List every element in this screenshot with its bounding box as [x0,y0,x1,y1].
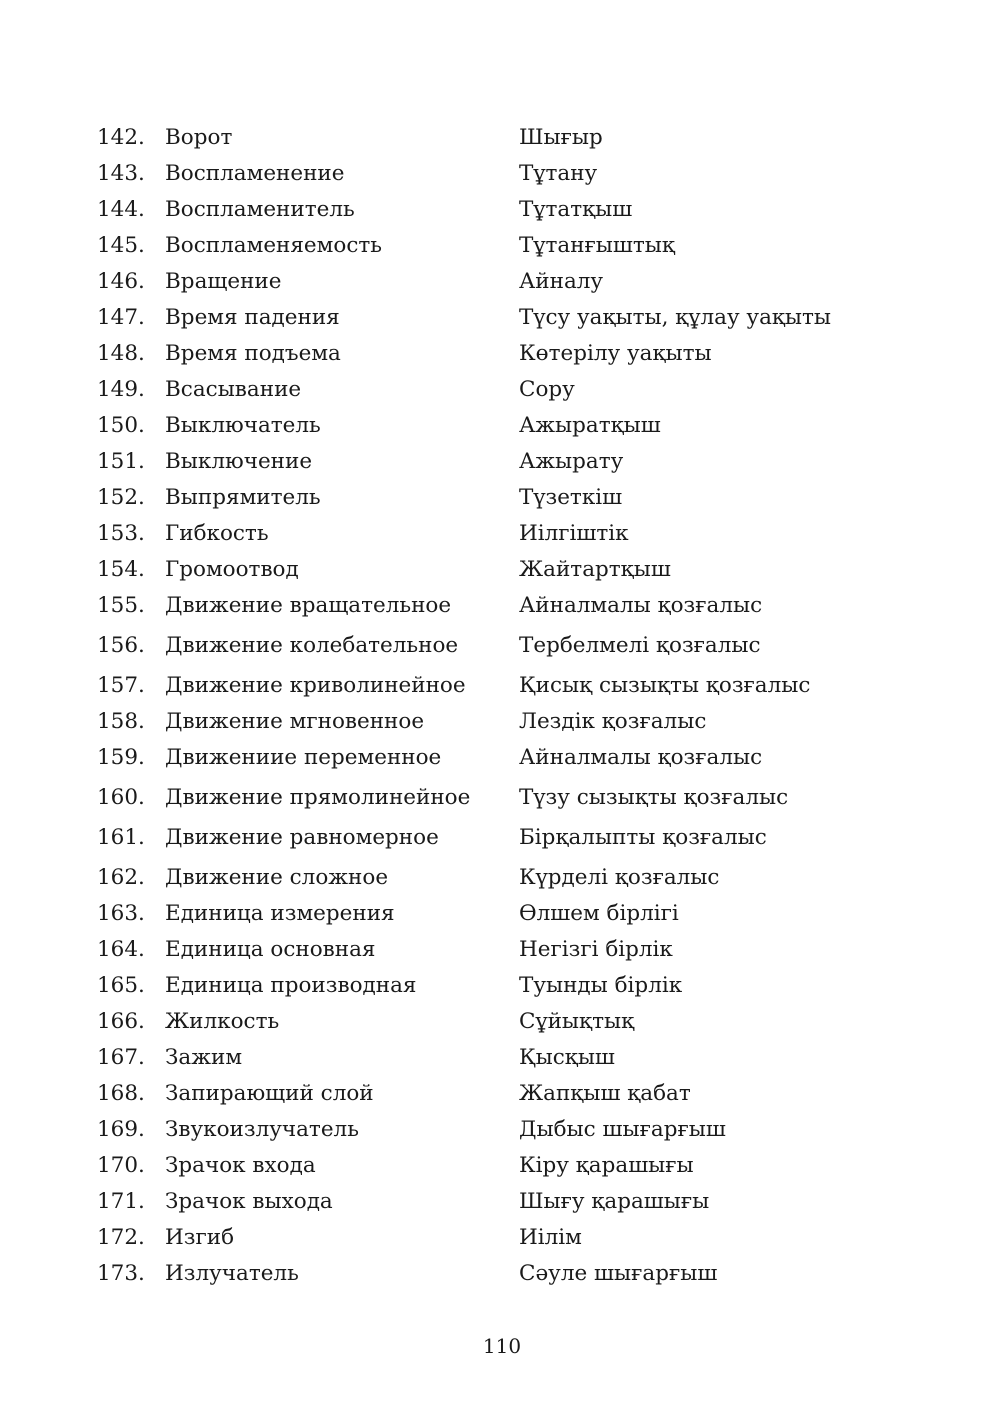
kazakh-term: Иілім [519,1225,582,1250]
kazakh-term: Қисық сызықты қозғалыс [519,673,811,698]
russian-term: Жилкость [165,1009,280,1034]
kazakh-term: Айналмалы қозғалыс [519,593,763,618]
glossary-entry [0,120,1004,156]
glossary-entry [0,820,1004,860]
glossary-entry [0,668,1004,704]
russian-term: Движение равномерное [165,825,439,850]
russian-term: Движение вращательное [165,593,452,618]
russian-term: Движение прямолинейное [165,785,471,810]
glossary-entry [0,1184,1004,1220]
russian-term: Единица основная [165,937,376,962]
kazakh-term: Айналу [519,269,604,294]
kazakh-term: Негізгі бірлік [519,937,673,962]
entry-number: 169. [97,1117,145,1142]
glossary-entry [0,1148,1004,1184]
kazakh-term: Күрделі қозғалыс [519,865,720,890]
kazakh-term: Жапқыш қабат [519,1081,691,1106]
page-number: 110 [482,1334,522,1358]
entry-number: 142. [97,125,145,150]
glossary-entry [0,1040,1004,1076]
glossary-entry [0,480,1004,516]
glossary-entry [0,1076,1004,1112]
entry-number: 154. [97,557,145,582]
russian-term: Запирающий слой [165,1081,374,1106]
kazakh-term: Шығыр [519,125,603,150]
glossary-entry [0,300,1004,336]
russian-term: Движение криволинейное [165,673,466,698]
russian-term: Воспламенение [165,161,345,186]
glossary-entry [0,780,1004,820]
russian-term: Выключатель [165,413,321,438]
entry-number: 148. [97,341,145,366]
russian-term: Изгиб [165,1225,235,1250]
kazakh-term: Ажыратқыш [519,413,661,438]
russian-term: Движение колебательное [165,633,459,658]
entry-number: 153. [97,521,145,546]
kazakh-term: Сұйықтық [519,1009,635,1034]
glossary-entry [0,336,1004,372]
russian-term: Единица измерения [165,901,395,926]
russian-term: Время подъема [165,341,341,366]
glossary-entry [0,372,1004,408]
entry-number: 145. [97,233,145,258]
entry-number: 166. [97,1009,145,1034]
russian-term: Зрачок входа [165,1153,316,1178]
glossary-list [0,120,1004,1292]
glossary-entry [0,896,1004,932]
glossary-entry [0,704,1004,740]
russian-term: Время падения [165,305,340,330]
kazakh-term: Тұтанғыштық [519,233,675,258]
kazakh-term: Ажырату [519,449,624,474]
russian-term: Воспламеняемость [165,233,382,258]
russian-term: Движение мгновенное [165,709,425,734]
entry-number: 152. [97,485,145,510]
kazakh-term: Лездік қозғалыс [519,709,707,734]
entry-number: 171. [97,1189,145,1214]
entry-number: 146. [97,269,145,294]
glossary-entry [0,588,1004,628]
kazakh-term: Түзу сызықты қозғалыс [519,785,789,810]
kazakh-term: Сору [519,377,575,402]
glossary-entry [0,156,1004,192]
entry-number: 150. [97,413,145,438]
entry-number: 164. [97,937,145,962]
kazakh-term: Тұтану [519,161,598,186]
kazakh-term: Айналмалы қозғалыс [519,745,763,770]
kazakh-term: Сәуле шығарғыш [519,1261,718,1286]
russian-term: Ворот [165,125,233,150]
kazakh-term: Өлшем бірлігі [519,901,679,926]
kazakh-term: Тербелмелі қозғалыс [519,633,761,658]
russian-term: Выключение [165,449,313,474]
russian-term: Движение сложное [165,865,389,890]
russian-term: Единица производная [165,973,417,998]
kazakh-term: Шығу қарашығы [519,1189,710,1214]
glossary-entry [0,740,1004,780]
kazakh-term: Түсу уақыты, құлау уақыты [519,305,832,330]
entry-number: 149. [97,377,145,402]
entry-number: 172. [97,1225,145,1250]
kazakh-term: Қысқыш [519,1045,615,1070]
entry-number: 147. [97,305,145,330]
russian-term: Зрачок выхода [165,1189,333,1214]
glossary-entry [0,552,1004,588]
russian-term: Воспламенитель [165,197,355,222]
entry-number: 167. [97,1045,145,1070]
kazakh-term: Туынды бірлік [519,973,683,998]
russian-term: Звукоизлучатель [165,1117,359,1142]
kazakh-term: Түзеткіш [519,485,623,510]
kazakh-term: Көтерілу уақыты [519,341,712,366]
glossary-entry [0,1220,1004,1256]
kazakh-term: Иілгіштік [519,521,629,546]
entry-number: 160. [97,785,145,810]
entry-number: 170. [97,1153,145,1178]
glossary-entry [0,264,1004,300]
glossary-entry [0,860,1004,896]
russian-term: Выпрямитель [165,485,321,510]
entry-number: 159. [97,745,145,770]
entry-number: 144. [97,197,145,222]
russian-term: Зажим [165,1045,243,1070]
russian-term: Вращение [165,269,282,294]
glossary-entry [0,228,1004,264]
glossary-entry [0,1004,1004,1040]
kazakh-term: Бірқалыпты қозғалыс [519,825,767,850]
russian-term: Громоотвод [165,557,299,582]
entry-number: 163. [97,901,145,926]
glossary-entry [0,444,1004,480]
russian-term: Всасывание [165,377,302,402]
entry-number: 168. [97,1081,145,1106]
entry-number: 143. [97,161,145,186]
kazakh-term: Дыбыс шығарғыш [519,1117,726,1142]
kazakh-term: Жайтартқыш [519,557,671,582]
entry-number: 151. [97,449,145,474]
glossary-entry [0,1112,1004,1148]
entry-number: 161. [97,825,145,850]
entry-number: 173. [97,1261,145,1286]
kazakh-term: Кіру қарашығы [519,1153,694,1178]
russian-term: Движениие переменное [165,745,442,770]
entry-number: 157. [97,673,145,698]
entry-number: 155. [97,593,145,618]
glossary-entry [0,628,1004,668]
glossary-entry [0,932,1004,968]
entry-number: 156. [97,633,145,658]
entry-number: 158. [97,709,145,734]
entry-number: 162. [97,865,145,890]
kazakh-term: Тұтатқыш [519,197,633,222]
russian-term: Гибкость [165,521,269,546]
glossary-entry [0,1256,1004,1292]
glossary-entry [0,516,1004,552]
glossary-entry [0,192,1004,228]
glossary-entry [0,408,1004,444]
entry-number: 165. [97,973,145,998]
glossary-entry [0,968,1004,1004]
russian-term: Излучатель [165,1261,299,1286]
